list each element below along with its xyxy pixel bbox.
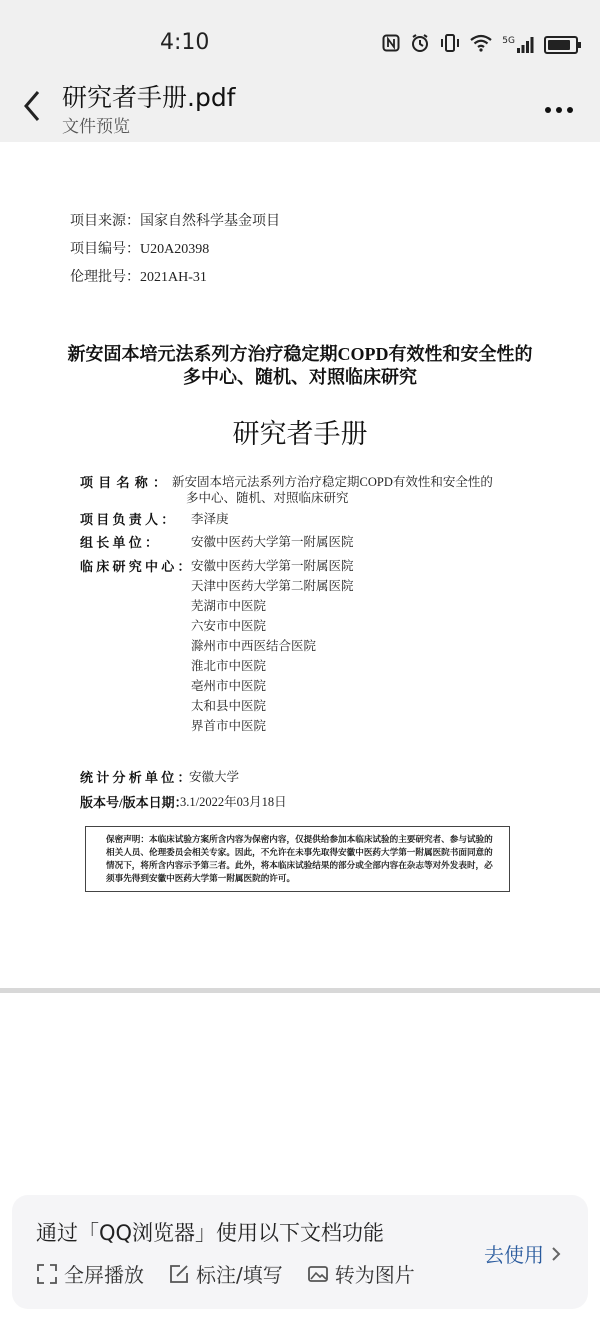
meta-ethics: 伦理批号：2021AH-31 (70, 270, 207, 285)
to-image-action[interactable] (307, 1259, 415, 1288)
center-item: 安徽中医药大学第一附属医院 (191, 559, 354, 573)
wifi-icon (470, 34, 492, 56)
status-bar (0, 0, 600, 70)
battery-icon (544, 36, 578, 54)
annotate-action[interactable] (168, 1259, 283, 1288)
back-button[interactable] (18, 88, 46, 124)
centers-label: 临 床 研 究 中 心 ： (80, 559, 191, 574)
doc-title-line2: 多中心、随机、对照临床研究 (183, 367, 417, 387)
edit-icon (168, 1263, 190, 1285)
center-item: 天津中医药大学第二附属医院 (191, 579, 354, 593)
version-value: 3.1/2022年03月18日 (180, 795, 287, 809)
qq-browser-banner[interactable] (12, 1195, 588, 1309)
more-icon (544, 106, 574, 114)
page-separator (0, 988, 600, 993)
banner-actions (36, 1259, 415, 1288)
project-name-line1: 新安固本培元法系列方治疗稳定期COPD有效性和安全性的 (172, 475, 493, 489)
center-item: 芜湖市中医院 (191, 599, 267, 613)
fullscreen-label: 全屏播放 (64, 1263, 144, 1287)
image-icon (307, 1263, 329, 1285)
version-label: 版本号/版本日期： (80, 795, 188, 810)
go-use-button[interactable] (484, 1239, 562, 1268)
leader-label: 项 目 负 责 人 ： (80, 512, 175, 527)
status-icons (382, 33, 578, 57)
annotate-label: 标注/填写 (196, 1263, 283, 1287)
file-title: 研究者手册.pdf (62, 83, 236, 112)
banner-title: 通过「QQ浏览器」使用以下文档功能 (36, 1221, 385, 1245)
fullscreen-icon (36, 1263, 58, 1285)
leader-value: 李泽庚 (191, 512, 229, 526)
stats-label: 统 计 分 析 单 位 ： (80, 770, 191, 785)
center-item: 滁州市中西医结合医院 (191, 639, 317, 653)
chevron-right-icon (550, 1245, 562, 1263)
to-image-label: 转为图片 (334, 1263, 415, 1287)
center-item: 太和县中医院 (191, 699, 267, 713)
stats-value: 安徽大学 (189, 770, 240, 784)
confidentiality-notice: 保密声明：本临床试验方案所含内容为保密内容，仅提供给参加本临床试验的主要研究者、参与试验的相关人员、伦理委员会相关专家。因此，不允许在未事先取得安徽中医药大学第一附属医院书面同意的情况下，将所含内容示予第三者。此外，将本临床试验结果的部分或全部内容在杂志等对外发表时，必须事先得到安徽中医药大学第一附属医院的许可。 (85, 826, 510, 892)
alarm-icon (410, 33, 430, 57)
manual-title: 研究者手册 (232, 419, 368, 449)
chevron-left-icon (18, 88, 46, 124)
more-options-button[interactable] (544, 100, 574, 114)
org-value: 安徽中医药大学第一附属医院 (191, 535, 354, 549)
project-name-label: 项 目 名 称 ： (80, 475, 168, 490)
center-item: 淮北市中医院 (191, 659, 267, 673)
center-item: 界首市中医院 (191, 719, 267, 733)
center-item: 亳州市中医院 (191, 679, 267, 693)
center-item: 六安市中医院 (191, 619, 267, 633)
file-subtitle: 文件预览 (62, 117, 130, 137)
vibrate-icon (440, 34, 460, 56)
5g-signal-icon (502, 36, 534, 54)
org-label: 组 长 单 位 ： (80, 535, 159, 550)
nfc-icon (382, 34, 400, 56)
status-time: 4:10 (160, 30, 210, 55)
meta-source: 项目来源：国家自然科学基金项目 (70, 214, 280, 229)
app-bar (0, 70, 600, 142)
network-label: 5G (502, 36, 515, 46)
fullscreen-action[interactable] (36, 1259, 144, 1288)
doc-title-line1: 新安固本培元法系列方治疗稳定期COPD有效性和安全性的 (67, 344, 533, 364)
go-use-label: 去使用 (484, 1243, 544, 1267)
meta-number: 项目编号：U20A20398 (70, 242, 210, 257)
project-name-line2: 多中心、随机、对照临床研究 (186, 491, 349, 505)
